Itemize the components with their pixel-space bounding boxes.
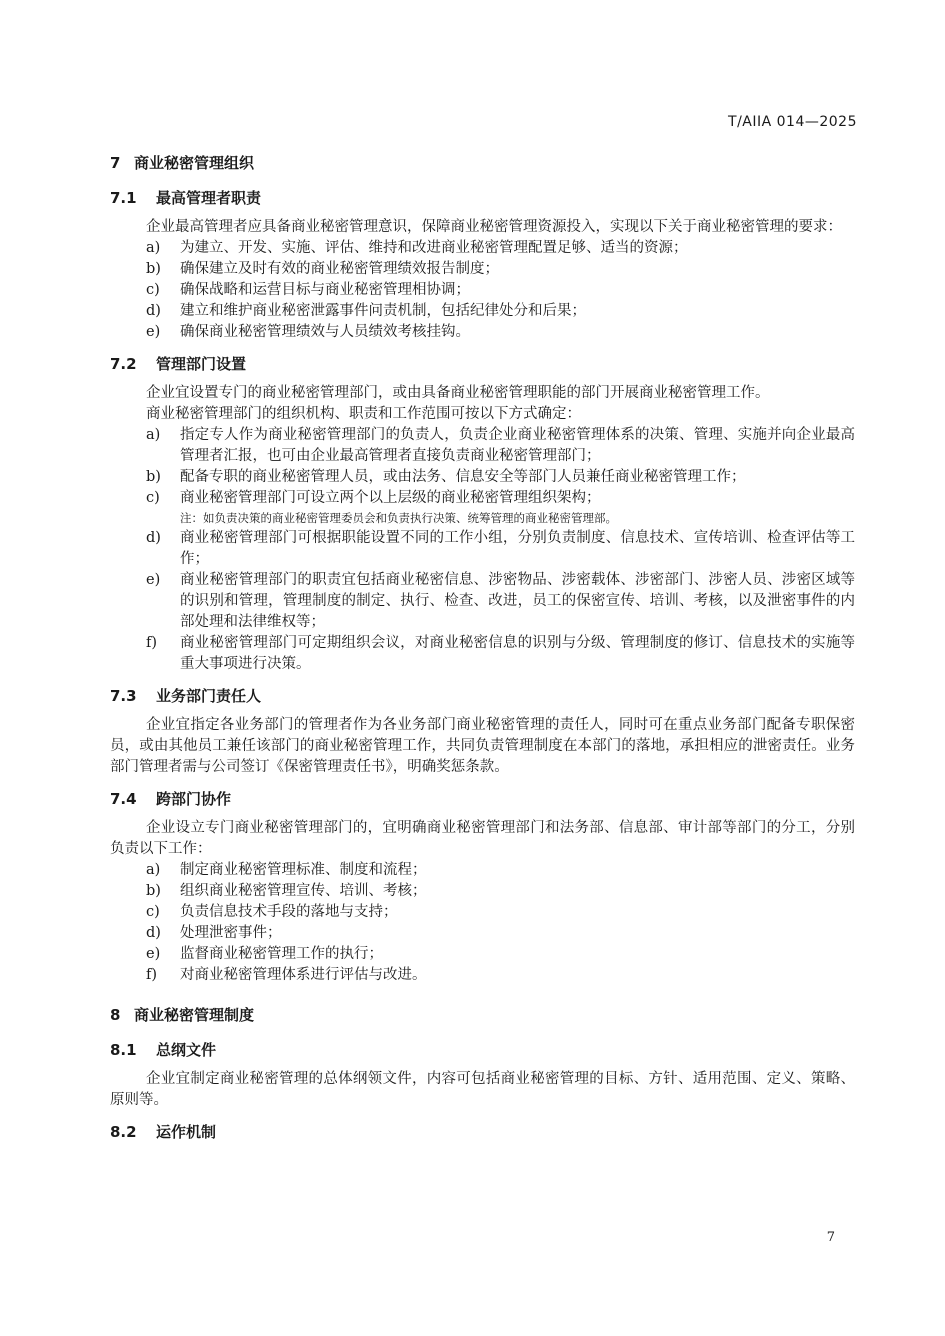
page-content: [110, 152, 855, 1143]
list-text: 确保战略和运营目标与商业秘密管理相协调；: [180, 282, 470, 298]
list-item: [110, 322, 855, 343]
list-item: [110, 923, 855, 944]
list-item: [110, 488, 855, 509]
list-marker: e): [146, 572, 161, 588]
list-text: 为建立、开发、实施、评估、维持和改进商业秘密管理配置足够、适当的资源；: [180, 240, 688, 256]
page-number: 7: [826, 1230, 835, 1245]
subsection-heading: [110, 685, 855, 707]
subsection-number: 7.3: [110, 687, 137, 705]
list-item: [110, 425, 855, 467]
list-marker: d): [146, 530, 161, 546]
list-item: [110, 238, 855, 259]
standard-code: T/AIIA 014—2025: [728, 114, 857, 130]
subsection-title: 总纲文件: [156, 1041, 217, 1059]
list-marker: c): [146, 490, 160, 506]
paragraph: 企业最高管理者应具备商业秘密管理意识，保障商业秘密管理资源投入，实现以下关于商业秘密管理的要求：: [146, 219, 842, 235]
section-number: 8: [110, 1006, 121, 1024]
list-marker: b): [146, 883, 161, 899]
list-text: 建立和维护商业秘密泄露事件问责机制，包括纪律处分和后果；: [180, 303, 586, 319]
list-marker: e): [146, 324, 161, 340]
list-text: 对商业秘密管理体系进行评估与改进。: [180, 967, 427, 983]
list-text: 商业秘密管理部门可根据职能设置不同的工作小组，分别负责制度、信息技术、宣传培训、检查评估等工作；: [180, 530, 855, 567]
subsection-heading: [110, 1121, 855, 1143]
section-title: 商业秘密管理制度: [134, 1006, 255, 1024]
list-text: 商业秘密管理部门可定期组织会议，对商业秘密信息的识别与分级、管理制度的修订、信息技术的实施等重大事项进行决策。: [180, 635, 855, 672]
subsection-title: 管理部门设置: [156, 355, 247, 373]
list-item: [110, 280, 855, 301]
subsection-number: 7.1: [110, 189, 137, 207]
paragraph: 企业宜制定商业秘密管理的总体纲领文件，内容可包括商业秘密管理的目标、方针、适用范围、定义、策略、原则等。: [110, 1071, 855, 1108]
list-item: [110, 633, 855, 675]
list-marker: d): [146, 303, 161, 319]
paragraph: 企业设立专门商业秘密管理部门的，宜明确商业秘密管理部门和法务部、信息部、审计部等部门的分工，分别负责以下工作：: [110, 820, 855, 857]
list-text: 负责信息技术手段的落地与支持；: [180, 904, 398, 920]
list-text: 确保建立及时有效的商业秘密管理绩效报告制度；: [180, 261, 499, 277]
list-marker: b): [146, 261, 161, 277]
section-heading: [110, 152, 855, 174]
list-item: [110, 881, 855, 902]
subsection-number: 8.2: [110, 1123, 137, 1141]
list-item: [110, 528, 855, 570]
note-text: 注：如负责决策的商业秘密管理委员会和负责执行决策、统筹管理的商业秘密管理部。: [180, 511, 617, 525]
list-text: 处理泄密事件；: [180, 925, 282, 941]
subsection-title: 跨部门协作: [156, 790, 232, 808]
list-item: [110, 301, 855, 322]
list-text: 组织商业秘密管理宣传、培训、考核；: [180, 883, 427, 899]
list-text: 商业秘密管理部门的职责宜包括商业秘密信息、涉密物品、涉密载体、涉密部门、涉密人员、涉密区域等的识别和管理，管理制度的制定、执行、检查、改进，员工的保密宣传、培训、考核，以及泄密事件的内部处理和法律维权等；: [180, 572, 855, 630]
list-text: 指定专人作为商业秘密管理部门的负责人，负责企业商业秘密管理体系的决策、管理、实施并向企业最高管理者汇报，也可由企业最高管理者直接负责商业秘密管理部门；: [180, 427, 855, 464]
subsection-title: 业务部门责任人: [156, 687, 262, 705]
section-title: 商业秘密管理组织: [134, 154, 255, 172]
list-text: 制定商业秘密管理标准、制度和流程；: [180, 862, 427, 878]
list-item: [110, 860, 855, 881]
subsection-heading: [110, 353, 855, 375]
list-text: 监督商业秘密管理工作的执行；: [180, 946, 383, 962]
list-marker: f): [146, 635, 158, 651]
list-item: [110, 570, 855, 633]
list-marker: c): [146, 282, 160, 298]
subsection-number: 7.4: [110, 790, 137, 808]
list-marker: a): [146, 427, 161, 443]
subsection-number: 7.2: [110, 355, 137, 373]
list-text: 配备专职的商业秘密管理人员，或由法务、信息安全等部门人员兼任商业秘密管理工作；: [180, 469, 746, 485]
paragraph: 企业宜指定各业务部门的管理者作为各业务部门商业秘密管理的责任人，同时可在重点业务部门配备专职保密员，或由其他员工兼任该部门的商业秘密管理工作，共同负责管理制度在本部门的落地，承担相应的泄密责任。业务部门管理者需与公司签订《保密管理责任书》，明确奖惩条款。: [110, 717, 855, 775]
list-item: [110, 259, 855, 280]
subsection-number: 8.1: [110, 1041, 137, 1059]
subsection-title: 最高管理者职责: [156, 189, 262, 207]
list-text: 确保商业秘密管理绩效与人员绩效考核挂钩。: [180, 324, 470, 340]
list-marker: a): [146, 240, 161, 256]
section-number: 7: [110, 154, 121, 172]
list-item: [110, 467, 855, 488]
section-heading: [110, 1004, 855, 1026]
list-item: [110, 902, 855, 923]
list-marker: f): [146, 967, 158, 983]
list-marker: e): [146, 946, 161, 962]
paragraph: 商业秘密管理部门的组织机构、职责和工作范围可按以下方式确定：: [146, 406, 581, 422]
subsection-heading: [110, 187, 855, 209]
list-marker: c): [146, 904, 160, 920]
subsection-heading: [110, 1039, 855, 1061]
list-marker: d): [146, 925, 161, 941]
list-item: [110, 944, 855, 965]
list-text: 商业秘密管理部门可设立两个以上层级的商业秘密管理组织架构；: [180, 490, 601, 506]
list-item: [110, 965, 855, 986]
list-marker: a): [146, 862, 161, 878]
list-marker: b): [146, 469, 161, 485]
subsection-title: 运作机制: [156, 1123, 217, 1141]
subsection-heading: [110, 788, 855, 810]
paragraph: 企业宜设置专门的商业秘密管理部门，或由具备商业秘密管理职能的部门开展商业秘密管理工作。: [146, 385, 770, 401]
